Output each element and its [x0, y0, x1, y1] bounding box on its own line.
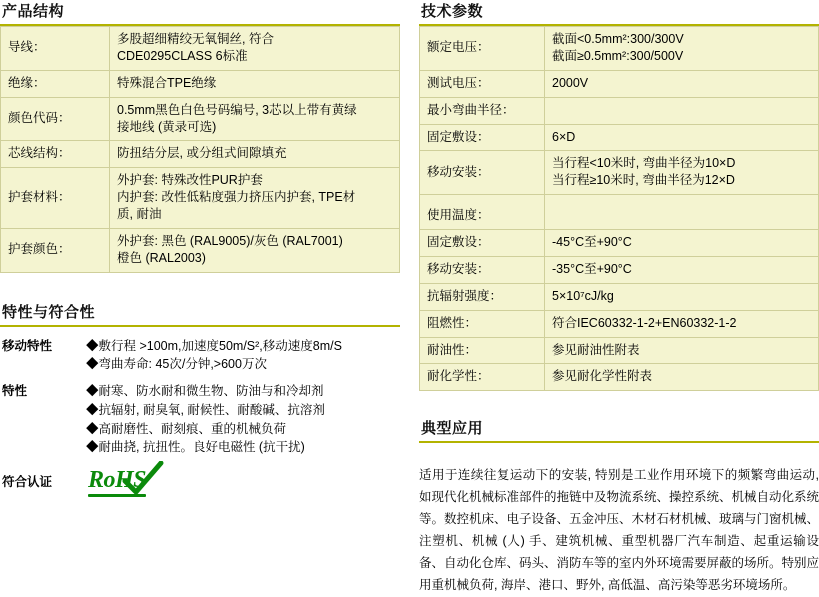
- row-value: [545, 27, 819, 71]
- table-row: [0, 335, 400, 381]
- feature-value: [84, 380, 400, 463]
- row-value: [110, 168, 400, 229]
- rohs-logo-underline: [88, 494, 146, 497]
- row-value: 2000V: [545, 70, 819, 97]
- row-key: 阻燃性：: [420, 310, 545, 337]
- section-title-tech-params: 技术参数: [419, 0, 819, 26]
- row-value: 特殊混合TPE绝缘: [110, 70, 400, 97]
- certification-label: 符合认证: [2, 475, 53, 490]
- row-value-line: 质, 耐油: [117, 207, 162, 221]
- row-value-line: 当行程<10米时, 弯曲半径为10×D: [552, 156, 736, 171]
- row-value-line: 接地线 (黄录可选): [117, 119, 217, 134]
- feature-line: ◆耐寒、防水耐和微生物、防油与和冷却剂: [86, 384, 324, 399]
- feature-line: ◆高耐磨性、耐刻痕、重的机械负荷: [86, 421, 287, 436]
- certification-value: [84, 463, 400, 505]
- table-row: [1, 70, 400, 97]
- table-row: [0, 380, 400, 463]
- row-value: [110, 228, 400, 272]
- row-key: 耐化学性：: [420, 364, 545, 391]
- row-key: 固定敷设：: [420, 230, 545, 257]
- row-value-line: 当行程≥10米时, 弯曲半径为12×D: [552, 173, 735, 188]
- row-value-line: 内护套: 改性低粘度强力挤压内护套, TPE材: [117, 190, 356, 205]
- table-row: [420, 310, 819, 337]
- section-title-features: 特性与符合性: [0, 301, 400, 327]
- table-row: [1, 228, 400, 272]
- row-value: [545, 151, 819, 195]
- feature-line: ◆抗辐射, 耐臭氧, 耐候性、耐酸碱、抗溶剂: [86, 402, 325, 417]
- row-value-line: 外护套: 黑色 (RAL9005)/灰色 (RAL7001): [117, 233, 343, 248]
- feature-value: [84, 335, 400, 381]
- row-key: 移动安装：: [420, 256, 545, 283]
- row-value: [545, 97, 819, 124]
- table-row: [420, 124, 819, 151]
- table-row: [1, 27, 400, 71]
- table-row: [420, 364, 819, 391]
- table-row: [420, 151, 819, 195]
- row-key: 使用温度：: [420, 195, 545, 230]
- table-row: [420, 70, 819, 97]
- table-row: [1, 168, 400, 229]
- table-row: [1, 141, 400, 168]
- row-key: 测试电压：: [420, 70, 545, 97]
- rohs-logo-text: RoHS: [88, 467, 147, 494]
- row-key: 移动安装：: [420, 151, 545, 195]
- applications-text: 适用于连续往复运动下的安装, 特别是工业作用环境下的频繁弯曲运动, 如现代化机械标准部件的拖链中及物流系统、操控系统、机械自动化系统等。数控机床、电子设备、五金冲压、木材石材机械、玻璃与门窗机械、注塑机、机械 (人) 手、建筑机械、重型机器厂汽车制造、起重运输设备、自动化仓库、码头、消防车等的室内外环境需要屏蔽的场所。特别应用重机械负荷, 海岸、港口、野外, 高低温、高污染等恶劣环境场所。: [419, 468, 819, 592]
- row-value-line: 多股超细精绞无氧铜丝, 符合: [117, 32, 274, 46]
- row-value: -45°C至+90°C: [545, 230, 819, 257]
- feature-key: 移动特性: [2, 338, 53, 353]
- row-value: -35°C至+90°C: [545, 256, 819, 283]
- row-value: 符合IEC60332-1-2+EN60332-1-2: [545, 310, 819, 337]
- features-table: [0, 335, 400, 505]
- row-value: 5×10⁷cJ/kg: [545, 283, 819, 310]
- row-key: 绝缘：: [1, 70, 110, 97]
- table-row: [0, 463, 400, 505]
- row-value: 参见耐油性附表: [545, 337, 819, 364]
- rohs-logo: [86, 467, 148, 499]
- row-key: 固定敷设：: [420, 124, 545, 151]
- feature-key: 特性: [2, 384, 28, 399]
- section-title-product-structure: 产品结构: [0, 0, 400, 26]
- row-value-line: 外护套: 特殊改性PUR护套: [117, 173, 263, 188]
- row-value-line: CDE0295CLASS 6标准: [117, 48, 248, 63]
- table-row: [420, 97, 819, 124]
- row-value: 6×D: [545, 124, 819, 151]
- feature-line: ◆敷行程 >100m,加速度50m/S²,移动速度8m/S: [86, 338, 342, 353]
- section-title-applications: 典型应用: [419, 417, 819, 443]
- table-row: [420, 256, 819, 283]
- row-key: 额定电压：: [420, 27, 545, 71]
- row-value: [110, 27, 400, 71]
- table-row: [420, 337, 819, 364]
- row-key: 护套材料：: [1, 168, 110, 229]
- tech-params-table: [419, 26, 819, 391]
- row-key: 抗辐射强度：: [420, 283, 545, 310]
- product-structure-table: [0, 26, 400, 273]
- row-key: 芯线结构：: [1, 141, 110, 168]
- row-value: 防扭结分层, 或分组式间隙填充: [110, 141, 400, 168]
- row-key: 导线：: [1, 27, 110, 71]
- table-row: [420, 230, 819, 257]
- row-value: [545, 195, 819, 230]
- row-key: 护套颜色：: [1, 228, 110, 272]
- table-row: [420, 195, 819, 230]
- left-column: [0, 0, 400, 505]
- feature-line: ◆耐曲挠, 抗扭性。良好电磁性 (抗干扰): [86, 440, 305, 455]
- table-row: [420, 283, 819, 310]
- row-value: 参见耐化学性附表: [545, 364, 819, 391]
- row-key: 最小弯曲半径：: [420, 97, 545, 124]
- row-value-line: 0.5mm黑色白色号码编号, 3芯以上带有黄绿: [117, 102, 357, 117]
- row-value-line: 截面≥0.5mm²:300/500V: [552, 48, 684, 63]
- row-value-line: 截面<0.5mm²:300/300V: [552, 32, 684, 46]
- table-row: [1, 97, 400, 141]
- right-column: [419, 0, 819, 597]
- row-value: [110, 97, 400, 141]
- row-key: 耐油性：: [420, 337, 545, 364]
- row-key: 颜色代码：: [1, 97, 110, 141]
- table-row: [420, 27, 819, 71]
- feature-line: ◆弯曲寿命: 45次/分钟,>600万次: [86, 357, 267, 372]
- row-value-line: 橙色 (RAL2003): [117, 250, 206, 265]
